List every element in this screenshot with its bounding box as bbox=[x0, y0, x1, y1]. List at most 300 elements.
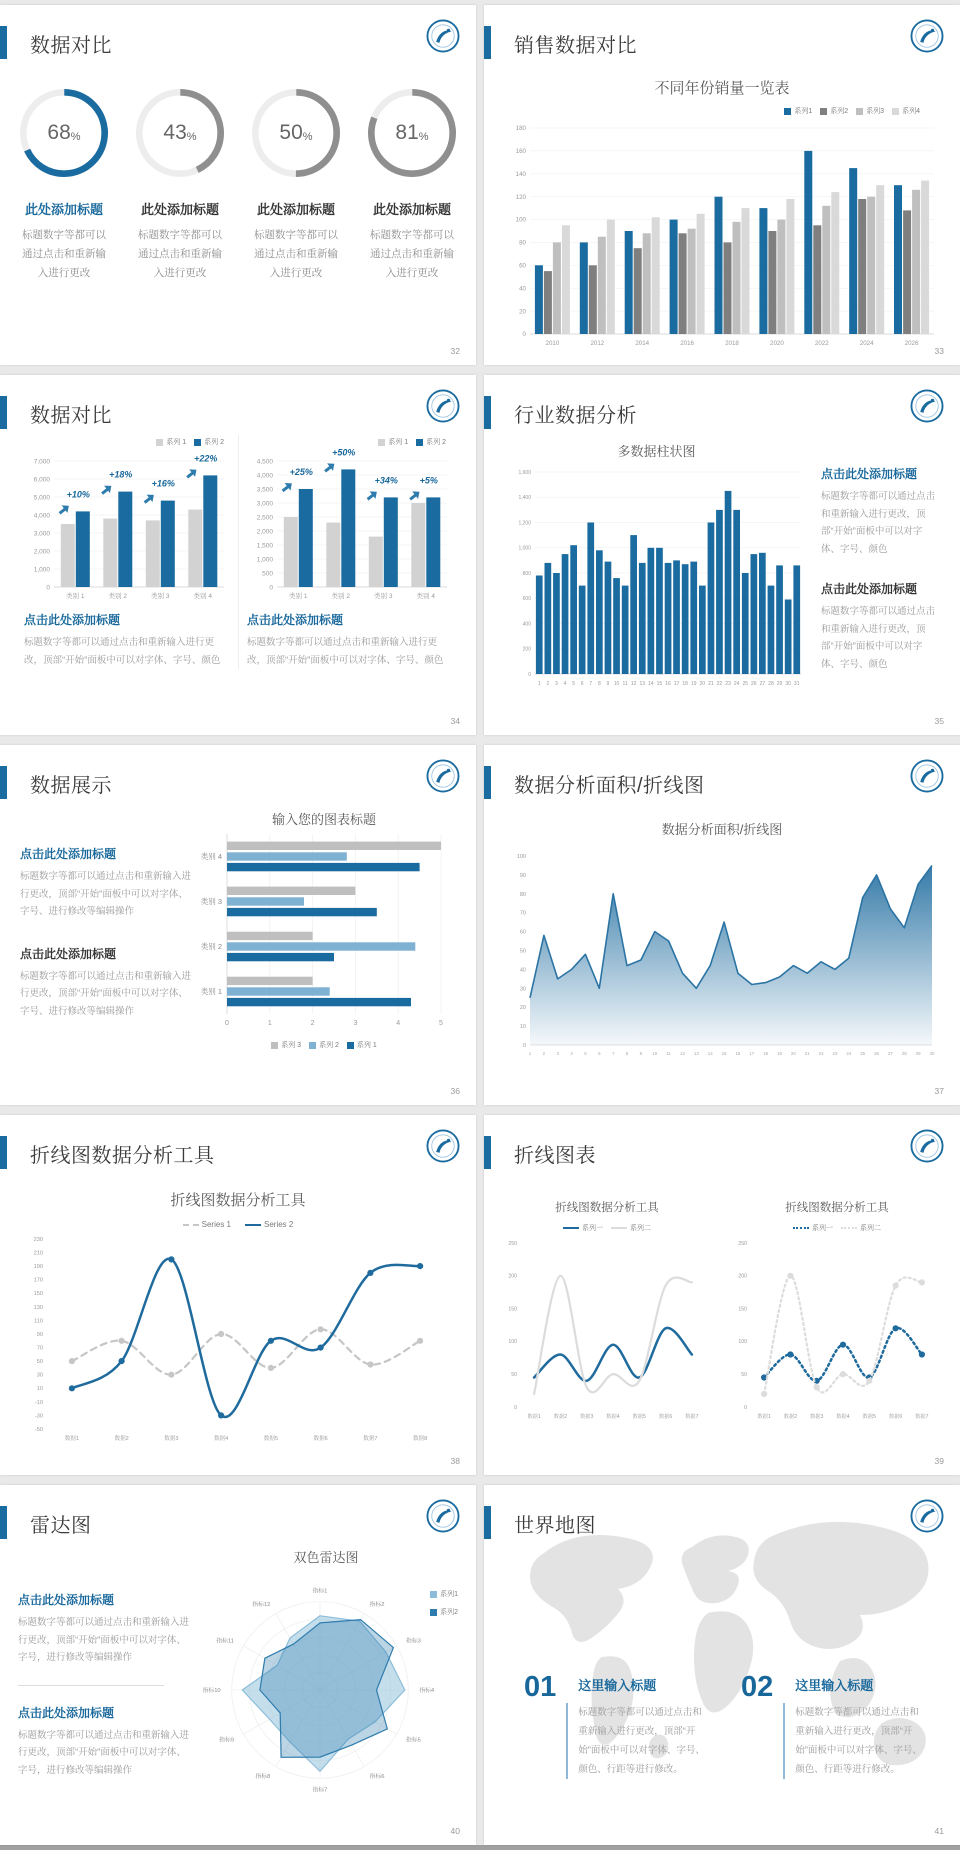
svg-text:0: 0 bbox=[522, 1043, 526, 1049]
svg-text:29: 29 bbox=[915, 1051, 921, 1056]
svg-text:150: 150 bbox=[33, 1291, 43, 1298]
svg-text:10: 10 bbox=[652, 1051, 658, 1056]
svg-text:2: 2 bbox=[545, 681, 549, 687]
svg-text:2026: 2026 bbox=[904, 340, 919, 347]
svg-text:7,000: 7,000 bbox=[33, 458, 50, 466]
legend-item: 系列 1 bbox=[156, 437, 186, 447]
chart-title: 折线图数据分析工具 bbox=[170, 1192, 306, 1209]
svg-text:100: 100 bbox=[516, 854, 526, 860]
svg-text:20: 20 bbox=[699, 681, 705, 687]
donut-ring-68: 68 % bbox=[18, 87, 110, 179]
svg-text:500: 500 bbox=[262, 570, 273, 578]
svg-text:10: 10 bbox=[519, 1024, 526, 1031]
slide-41-world-map[interactable] bbox=[484, 1485, 960, 1845]
svg-text:指标1: 指标1 bbox=[312, 1588, 328, 1595]
svg-text:9: 9 bbox=[639, 1051, 643, 1056]
svg-text:4,000: 4,000 bbox=[33, 512, 50, 520]
donut-heading: 此处添加标题 bbox=[24, 202, 103, 217]
item-heading: 这里输入标题 bbox=[578, 1678, 657, 1693]
svg-text:+16%: +16% bbox=[151, 478, 175, 489]
title-accent-bar bbox=[0, 26, 7, 59]
legend-item: 系列二 bbox=[841, 1223, 881, 1233]
svg-text:90: 90 bbox=[36, 1331, 43, 1338]
block-heading: 点击此处添加标题 bbox=[24, 613, 121, 627]
svg-text:2: 2 bbox=[542, 1051, 546, 1056]
block-body: 标题数字等都可以通过点击和重新输入进行更改，顶部“开始”面板中可以对字体、字号、进行修改等编辑操作 bbox=[20, 871, 192, 918]
donut-body: 标题数字等都可以通过点击和重新输入进行更改 bbox=[22, 229, 106, 279]
svg-text:4: 4 bbox=[563, 681, 566, 687]
svg-text:数据7: 数据7 bbox=[363, 1436, 378, 1442]
svg-text:数据4: 数据4 bbox=[213, 1436, 229, 1442]
chart-panel-right bbox=[722, 1199, 952, 1421]
item-heading: 这里输入标题 bbox=[795, 1678, 874, 1693]
slide-title: 行业数据分析 bbox=[514, 405, 637, 427]
svg-text:250: 250 bbox=[508, 1240, 517, 1247]
block-heading: 点击此处添加标题 bbox=[20, 946, 117, 961]
chart-panel bbox=[194, 1541, 458, 1808]
svg-text:250: 250 bbox=[738, 1240, 747, 1247]
chart-title: 折线图数据分析工具 bbox=[555, 1202, 659, 1214]
svg-text:4: 4 bbox=[396, 1020, 401, 1027]
donut-item bbox=[18, 87, 110, 283]
chart-legend bbox=[430, 1589, 458, 1617]
svg-text:指标2: 指标2 bbox=[369, 1601, 385, 1608]
svg-text:22: 22 bbox=[716, 681, 722, 687]
svg-text:指标6: 指标6 bbox=[369, 1774, 385, 1781]
legend-item: 系列4 bbox=[892, 106, 920, 116]
svg-text:1,000: 1,000 bbox=[33, 566, 50, 574]
svg-text:29: 29 bbox=[776, 681, 782, 687]
svg-text:2022: 2022 bbox=[814, 340, 829, 347]
svg-text:数据2: 数据2 bbox=[783, 1414, 798, 1420]
svg-text:7: 7 bbox=[611, 1051, 615, 1056]
svg-text:23: 23 bbox=[724, 681, 731, 687]
svg-text:160: 160 bbox=[515, 148, 526, 156]
svg-text:数据5: 数据5 bbox=[632, 1414, 646, 1420]
svg-text:13: 13 bbox=[693, 1051, 699, 1056]
svg-text:2,500: 2,500 bbox=[256, 514, 273, 522]
chart-panel bbox=[192, 807, 456, 1050]
svg-text:指标7: 指标7 bbox=[312, 1787, 328, 1794]
svg-text:数据6: 数据6 bbox=[888, 1414, 903, 1420]
svg-text:-30: -30 bbox=[34, 1413, 43, 1420]
school-logo-icon bbox=[910, 1499, 944, 1533]
svg-text:110: 110 bbox=[34, 1318, 43, 1325]
title-accent-bar bbox=[0, 1136, 7, 1169]
svg-text:24: 24 bbox=[733, 681, 739, 687]
page-number: 40 bbox=[450, 1826, 460, 1836]
donut-heading: 此处添加标题 bbox=[372, 202, 451, 217]
block-body: 标题数字等都可以通过点击和重新输入进行更改，顶部“开始”面板中可以对字体、字号、颜色 bbox=[24, 637, 221, 666]
svg-text:21: 21 bbox=[707, 681, 714, 687]
svg-text:数据5: 数据5 bbox=[263, 1436, 279, 1442]
svg-text:3,000: 3,000 bbox=[33, 530, 50, 538]
svg-text:14: 14 bbox=[647, 681, 654, 687]
legend-item: 系列 2 bbox=[416, 437, 446, 447]
text-block bbox=[247, 611, 452, 669]
svg-text:0: 0 bbox=[269, 584, 273, 592]
svg-text:类别 4: 类别 4 bbox=[200, 852, 222, 861]
page-number: 33 bbox=[934, 346, 944, 356]
map-item-01 bbox=[524, 1673, 707, 1779]
svg-text:31: 31 bbox=[793, 681, 799, 687]
item-number: 01 bbox=[524, 1671, 557, 1703]
svg-text:28: 28 bbox=[901, 1051, 907, 1056]
svg-text:5: 5 bbox=[571, 681, 575, 687]
svg-text:170: 170 bbox=[33, 1277, 43, 1284]
svg-text:0: 0 bbox=[522, 331, 526, 339]
svg-text:数据6: 数据6 bbox=[658, 1414, 673, 1420]
svg-text:数据5: 数据5 bbox=[862, 1414, 876, 1420]
line-chart-dotted bbox=[722, 1235, 952, 1421]
page-number: 38 bbox=[450, 1456, 460, 1466]
page-number: 37 bbox=[934, 1086, 944, 1096]
school-logo-icon bbox=[426, 1499, 460, 1533]
svg-text:数据1: 数据1 bbox=[757, 1414, 771, 1420]
text-block bbox=[20, 845, 192, 921]
svg-text:20: 20 bbox=[519, 1005, 526, 1012]
svg-text:40: 40 bbox=[519, 967, 526, 974]
svg-text:400: 400 bbox=[522, 621, 531, 628]
svg-text:-50: -50 bbox=[34, 1426, 43, 1433]
divider bbox=[18, 1685, 164, 1686]
slide-36-data-display[interactable] bbox=[0, 745, 476, 1105]
chart-legend bbox=[24, 437, 224, 447]
school-logo-icon bbox=[426, 1129, 460, 1163]
svg-text:+34%: +34% bbox=[374, 475, 398, 486]
svg-text:指标8: 指标8 bbox=[255, 1774, 271, 1781]
chart-title: 双色雷达图 bbox=[293, 1550, 359, 1565]
school-logo-icon bbox=[426, 19, 460, 53]
svg-text:+5%: +5% bbox=[419, 475, 438, 486]
donut-body: 标题数字等都可以通过点击和重新输入进行更改 bbox=[254, 229, 338, 279]
svg-text:600: 600 bbox=[522, 596, 531, 602]
svg-text:1: 1 bbox=[528, 1051, 532, 1056]
svg-text:70: 70 bbox=[519, 910, 526, 917]
svg-text:数据1: 数据1 bbox=[527, 1414, 541, 1420]
donut-item bbox=[366, 87, 458, 283]
text-block bbox=[18, 1704, 194, 1780]
svg-text:27: 27 bbox=[887, 1051, 893, 1056]
svg-text:类别 1: 类别 1 bbox=[200, 987, 222, 996]
chart-panel-left bbox=[492, 1199, 722, 1421]
text-column bbox=[20, 807, 192, 1050]
chart-panel-left bbox=[16, 435, 238, 669]
svg-text:数据6: 数据6 bbox=[313, 1436, 328, 1442]
svg-text:20: 20 bbox=[790, 1051, 796, 1056]
svg-text:指标11: 指标11 bbox=[216, 1638, 234, 1645]
donut-ring-43: 43 % bbox=[134, 87, 226, 179]
text-block bbox=[821, 580, 938, 673]
svg-text:+50%: +50% bbox=[332, 449, 356, 458]
title-accent-bar bbox=[0, 766, 7, 799]
svg-text:4,000: 4,000 bbox=[256, 472, 273, 480]
svg-text:3: 3 bbox=[353, 1020, 358, 1027]
svg-text:150: 150 bbox=[508, 1306, 517, 1313]
area-chart bbox=[484, 848, 960, 1058]
svg-text:26: 26 bbox=[874, 1051, 879, 1056]
legend-item: 系列1 bbox=[784, 106, 812, 116]
svg-text:17: 17 bbox=[673, 681, 679, 687]
svg-text:2024: 2024 bbox=[859, 340, 874, 347]
svg-text:数据3: 数据3 bbox=[810, 1414, 824, 1420]
page-number: 35 bbox=[934, 716, 944, 726]
donut-ring-50: 50 % bbox=[250, 87, 342, 179]
svg-text:16: 16 bbox=[735, 1051, 741, 1056]
svg-text:26: 26 bbox=[750, 681, 757, 687]
bottom-strip bbox=[0, 1845, 960, 1850]
svg-text:30: 30 bbox=[784, 681, 791, 687]
svg-text:1: 1 bbox=[267, 1020, 272, 1027]
svg-text:指标10: 指标10 bbox=[202, 1688, 221, 1694]
svg-text:50: 50 bbox=[741, 1372, 747, 1379]
title-accent-bar bbox=[0, 396, 7, 429]
svg-text:1: 1 bbox=[537, 681, 541, 687]
svg-text:4: 4 bbox=[570, 1051, 573, 1056]
svg-text:指标12: 指标12 bbox=[252, 1601, 271, 1608]
svg-text:5,000: 5,000 bbox=[33, 494, 50, 502]
svg-text:15: 15 bbox=[656, 681, 662, 687]
compare-bar-chart-2 bbox=[247, 449, 452, 601]
legend-item: 系列二 bbox=[611, 1223, 651, 1233]
svg-text:1,400: 1,400 bbox=[517, 495, 531, 501]
svg-text:18: 18 bbox=[681, 681, 688, 687]
svg-text:6: 6 bbox=[598, 1051, 601, 1056]
svg-text:类别 2: 类别 2 bbox=[331, 593, 350, 600]
svg-text:1,600: 1,600 bbox=[517, 469, 531, 476]
svg-text:19: 19 bbox=[777, 1051, 782, 1056]
svg-text:50: 50 bbox=[511, 1372, 517, 1379]
svg-text:1,000: 1,000 bbox=[517, 545, 531, 552]
slide-title: 数据分析面积/折线图 bbox=[514, 775, 705, 797]
svg-text:6: 6 bbox=[580, 681, 584, 687]
page-number: 34 bbox=[450, 716, 460, 726]
svg-text:10: 10 bbox=[36, 1386, 43, 1393]
school-logo-icon bbox=[426, 389, 460, 423]
chart-title: 折线图数据分析工具 bbox=[785, 1202, 889, 1214]
svg-text:类别 1: 类别 1 bbox=[66, 593, 85, 600]
block-heading: 点击此处添加标题 bbox=[18, 1705, 115, 1720]
multi-bar-chart bbox=[504, 460, 809, 688]
svg-text:25: 25 bbox=[860, 1051, 866, 1056]
svg-text:12: 12 bbox=[680, 1051, 685, 1056]
slide-title: 数据对比 bbox=[30, 35, 112, 57]
svg-text:-10: -10 bbox=[34, 1399, 43, 1406]
slide-39-line-charts[interactable] bbox=[484, 1115, 960, 1475]
svg-text:+22%: +22% bbox=[194, 453, 218, 464]
svg-text:0: 0 bbox=[225, 1020, 229, 1027]
svg-text:90: 90 bbox=[519, 872, 526, 879]
text-block bbox=[24, 611, 230, 669]
title-accent-bar bbox=[0, 1506, 7, 1539]
svg-text:2: 2 bbox=[310, 1020, 315, 1027]
legend-item: 系列 2 bbox=[309, 1040, 339, 1050]
chart-legend bbox=[192, 1040, 456, 1050]
slide-title: 数据对比 bbox=[30, 405, 112, 427]
block-body: 标题数字等都可以通过点击和重新输入进行更改，顶部“开始”面板中可以对字体、字号、颜色 bbox=[821, 491, 936, 555]
legend-item: 系列3 bbox=[856, 106, 884, 116]
svg-text:24: 24 bbox=[846, 1051, 852, 1056]
svg-text:60: 60 bbox=[519, 929, 526, 936]
chart-title: 多数据柱状图 bbox=[617, 444, 696, 459]
svg-text:0: 0 bbox=[514, 1404, 517, 1411]
chart-legend bbox=[722, 1223, 952, 1233]
radar-chart bbox=[194, 1566, 458, 1808]
text-column bbox=[18, 1541, 194, 1808]
block-body: 标题数字等都可以通过点击和重新输入进行更改，顶部“开始”面板中可以对字体、字号、颜色 bbox=[821, 606, 936, 670]
donut-row bbox=[0, 61, 476, 283]
block-heading: 点击此处添加标题 bbox=[20, 847, 117, 861]
svg-text:数据7: 数据7 bbox=[915, 1414, 929, 1420]
svg-text:20: 20 bbox=[519, 308, 526, 316]
svg-text:+25%: +25% bbox=[289, 467, 313, 477]
text-block bbox=[821, 465, 938, 558]
svg-text:21: 21 bbox=[804, 1051, 810, 1056]
hbar-chart bbox=[192, 828, 456, 1038]
chart-legend bbox=[492, 1223, 722, 1233]
svg-text:2010: 2010 bbox=[545, 340, 560, 347]
svg-text:22: 22 bbox=[818, 1051, 824, 1056]
item-number: 02 bbox=[741, 1671, 774, 1703]
donut-heading: 此处添加标题 bbox=[140, 202, 219, 217]
donut-body: 标题数字等都可以通过点击和重新输入进行更改 bbox=[370, 229, 454, 279]
svg-text:2020: 2020 bbox=[770, 340, 784, 347]
donut-ring-81: 81 % bbox=[366, 87, 458, 179]
svg-text:指标5: 指标5 bbox=[406, 1737, 421, 1744]
svg-text:数据7: 数据7 bbox=[685, 1414, 699, 1420]
svg-text:60: 60 bbox=[519, 262, 526, 270]
block-body: 标题数字等都可以通过点击和重新输入进行更改，顶部“开始”面板中可以对字体、字号、进行修改等编辑操作 bbox=[20, 970, 192, 1017]
svg-text:2014: 2014 bbox=[635, 340, 650, 347]
donut-heading: 此处添加标题 bbox=[256, 202, 335, 217]
svg-text:11: 11 bbox=[666, 1051, 671, 1056]
svg-text:2,000: 2,000 bbox=[256, 528, 273, 536]
svg-text:类别 4: 类别 4 bbox=[193, 593, 212, 600]
legend-item: Series 2 bbox=[245, 1220, 293, 1229]
svg-text:23: 23 bbox=[832, 1051, 838, 1056]
legend-item: Series 1 bbox=[183, 1220, 231, 1229]
legend-item: 系列 2 bbox=[194, 437, 224, 447]
legend-item: 系列 1 bbox=[378, 437, 408, 447]
block-heading: 点击此处添加标题 bbox=[18, 1593, 115, 1607]
legend-item: 系列一 bbox=[563, 1223, 603, 1233]
page-number: 39 bbox=[934, 1456, 944, 1466]
donut-item bbox=[250, 87, 342, 283]
svg-text:30: 30 bbox=[929, 1051, 935, 1056]
block-heading: 点击此处添加标题 bbox=[821, 467, 918, 481]
svg-text:130: 130 bbox=[33, 1304, 43, 1311]
svg-text:28: 28 bbox=[767, 681, 774, 687]
legend-item: 系列 3 bbox=[271, 1040, 301, 1050]
svg-text:数据2: 数据2 bbox=[114, 1436, 129, 1442]
slide-35-industry-analysis[interactable] bbox=[484, 375, 960, 735]
slide-32-data-compare-donuts[interactable] bbox=[0, 5, 476, 365]
text-column bbox=[809, 441, 940, 688]
svg-text:类别 3: 类别 3 bbox=[200, 897, 222, 906]
slide-33-sales-compare[interactable] bbox=[484, 5, 960, 365]
line-chart-solid bbox=[492, 1235, 722, 1421]
chart-legend bbox=[247, 437, 446, 447]
svg-text:+10%: +10% bbox=[66, 489, 90, 500]
text-block bbox=[18, 1591, 194, 1667]
svg-text:4,500: 4,500 bbox=[256, 458, 273, 466]
chart-legend bbox=[0, 1220, 476, 1229]
legend-item: 系列一 bbox=[793, 1223, 833, 1233]
svg-text:2012: 2012 bbox=[590, 340, 605, 347]
block-heading: 点击此处添加标题 bbox=[247, 613, 344, 627]
svg-text:指标4: 指标4 bbox=[419, 1688, 435, 1694]
slide-37-area-chart[interactable] bbox=[484, 745, 960, 1105]
donut-body: 标题数字等都可以通过点击和重新输入进行更改 bbox=[138, 229, 222, 279]
svg-text:140: 140 bbox=[515, 170, 526, 178]
title-accent-bar bbox=[484, 766, 491, 799]
item-body: 标题数字等都可以通过点击和重新输入进行更改，顶部“开始”面板中可以对字体、字号、颜色、行距等进行修改。 bbox=[783, 1703, 924, 1779]
slide-title: 折线图数据分析工具 bbox=[30, 1145, 215, 1167]
svg-text:1,000: 1,000 bbox=[256, 556, 273, 564]
title-accent-bar bbox=[484, 1136, 491, 1169]
svg-text:6,000: 6,000 bbox=[33, 476, 50, 484]
svg-text:指标3: 指标3 bbox=[406, 1638, 421, 1645]
title-accent-bar bbox=[484, 26, 491, 59]
school-logo-icon bbox=[910, 19, 944, 53]
svg-text:3,000: 3,000 bbox=[256, 500, 273, 508]
svg-text:0: 0 bbox=[46, 584, 50, 592]
svg-text:类别 2: 类别 2 bbox=[200, 942, 222, 951]
slide-title: 销售数据对比 bbox=[514, 35, 637, 57]
svg-text:2018: 2018 bbox=[725, 340, 739, 347]
chart-legend bbox=[484, 106, 920, 116]
legend-item: 系列1 bbox=[430, 1589, 458, 1599]
svg-text:7: 7 bbox=[588, 681, 592, 687]
svg-text:类别 3: 类别 3 bbox=[151, 593, 170, 600]
svg-text:80: 80 bbox=[519, 891, 526, 898]
svg-text:数据2: 数据2 bbox=[553, 1414, 568, 1420]
title-accent-bar bbox=[484, 1506, 491, 1539]
line-chart bbox=[0, 1231, 476, 1443]
text-block bbox=[20, 945, 192, 1021]
compare-bar-chart-1 bbox=[24, 449, 230, 601]
svg-text:指标9: 指标9 bbox=[219, 1737, 234, 1744]
svg-text:200: 200 bbox=[508, 1273, 517, 1280]
block-heading: 点击此处添加标题 bbox=[821, 582, 918, 597]
sales-bar-chart bbox=[484, 116, 960, 348]
svg-text:100: 100 bbox=[515, 216, 526, 224]
svg-text:25: 25 bbox=[741, 681, 748, 687]
slide-34-data-compare-bars[interactable] bbox=[0, 375, 476, 735]
svg-text:类别 3: 类别 3 bbox=[374, 593, 393, 600]
slide-38-line-analysis[interactable] bbox=[0, 1115, 476, 1475]
chart-title: 输入您的图表标题 bbox=[271, 812, 376, 827]
svg-text:50: 50 bbox=[36, 1359, 43, 1366]
item-body: 标题数字等都可以通过点击和重新输入进行更改，顶部“开始”面板中可以对字体、字号、颜色、行距等进行修改。 bbox=[566, 1703, 707, 1779]
svg-text:3: 3 bbox=[556, 1051, 559, 1056]
page-number: 32 bbox=[450, 346, 460, 356]
svg-text:3,500: 3,500 bbox=[256, 486, 273, 494]
svg-text:0: 0 bbox=[527, 671, 531, 678]
svg-text:11: 11 bbox=[621, 681, 628, 687]
svg-text:14: 14 bbox=[707, 1051, 713, 1056]
svg-text:200: 200 bbox=[522, 646, 531, 653]
svg-text:5: 5 bbox=[439, 1020, 443, 1027]
slide-title: 数据展示 bbox=[30, 775, 112, 797]
slide-40-radar[interactable] bbox=[0, 1485, 476, 1845]
donut-item bbox=[134, 87, 226, 283]
svg-text:+18%: +18% bbox=[109, 469, 133, 480]
svg-text:800: 800 bbox=[522, 570, 531, 577]
school-logo-icon bbox=[910, 1129, 944, 1163]
svg-text:18: 18 bbox=[763, 1051, 769, 1056]
svg-text:类别 1: 类别 1 bbox=[289, 593, 308, 600]
